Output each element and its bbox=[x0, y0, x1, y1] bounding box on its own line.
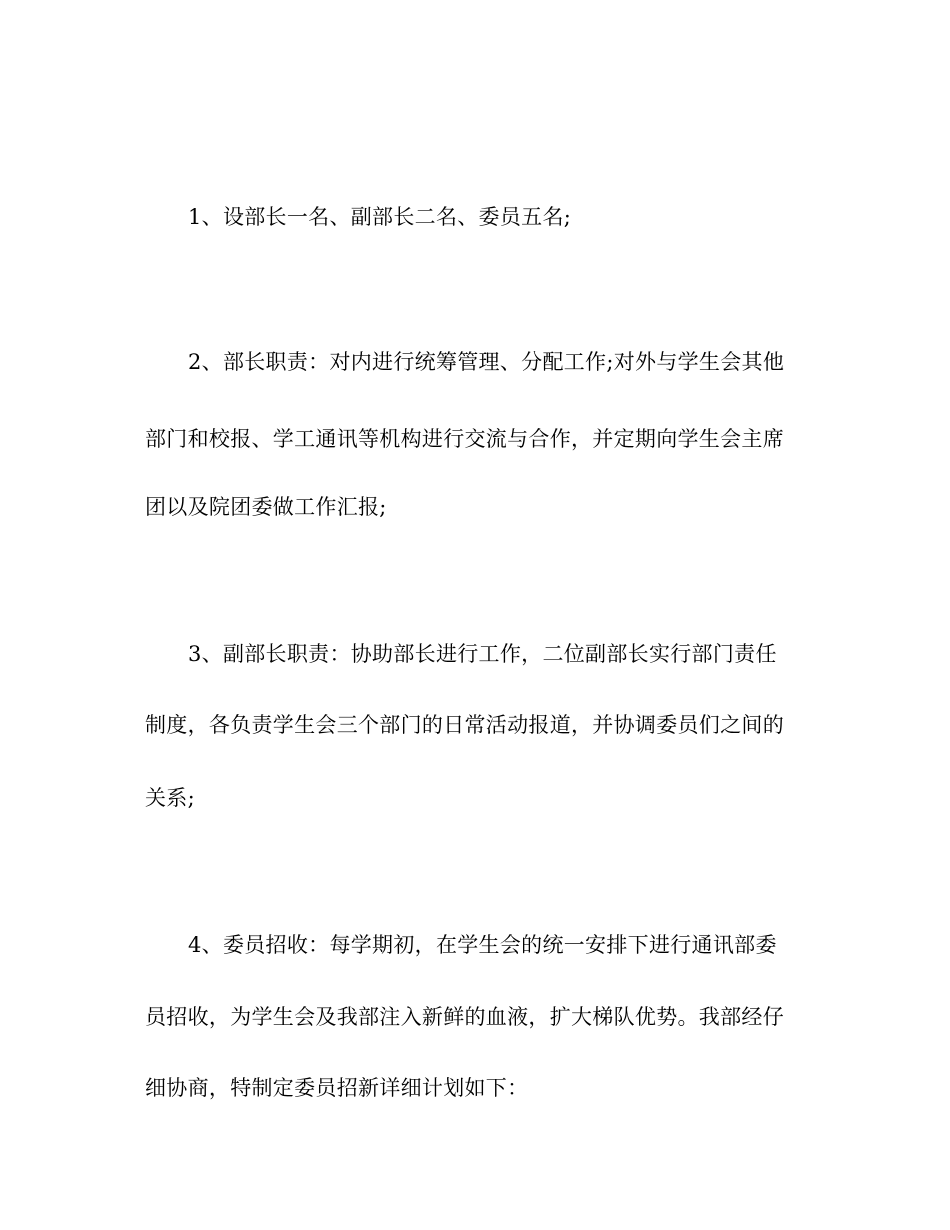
paragraph-3-line-3: 关系; bbox=[145, 786, 195, 810]
paragraph-3-line-1: 3、副部长职责：协助部长进行工作，二位副部长实行部门责任 bbox=[188, 642, 777, 666]
paragraph-4-line-1: 4、委员招收：每学期初，在学生会的统一安排下进行通讯部委 bbox=[188, 933, 777, 957]
paragraph-2-line-2: 部门和校报、学工通讯等机构进行交流与合作，并定期向学生会主席 bbox=[145, 427, 784, 451]
paragraph-3-line-2: 制度，各负责学生会三个部门的日常活动报道，并协调委员们之间的 bbox=[145, 713, 784, 737]
paragraph-4-line-3: 细协商，特制定委员招新详细计划如下： bbox=[145, 1076, 529, 1100]
paragraph-2-line-3: 团以及院团委做工作汇报; bbox=[145, 495, 387, 519]
paragraph-1-line-1: 1、设部长一名、副部长二名、委员五名; bbox=[188, 205, 572, 229]
paragraph-4-line-2: 员招收，为学生会及我部注入新鲜的血液，扩大梯队优势。我部经仔 bbox=[145, 1005, 784, 1029]
paragraph-2-line-1: 2、部长职责：对内进行统筹管理、分配工作;对外与学生会其他 bbox=[188, 350, 785, 374]
